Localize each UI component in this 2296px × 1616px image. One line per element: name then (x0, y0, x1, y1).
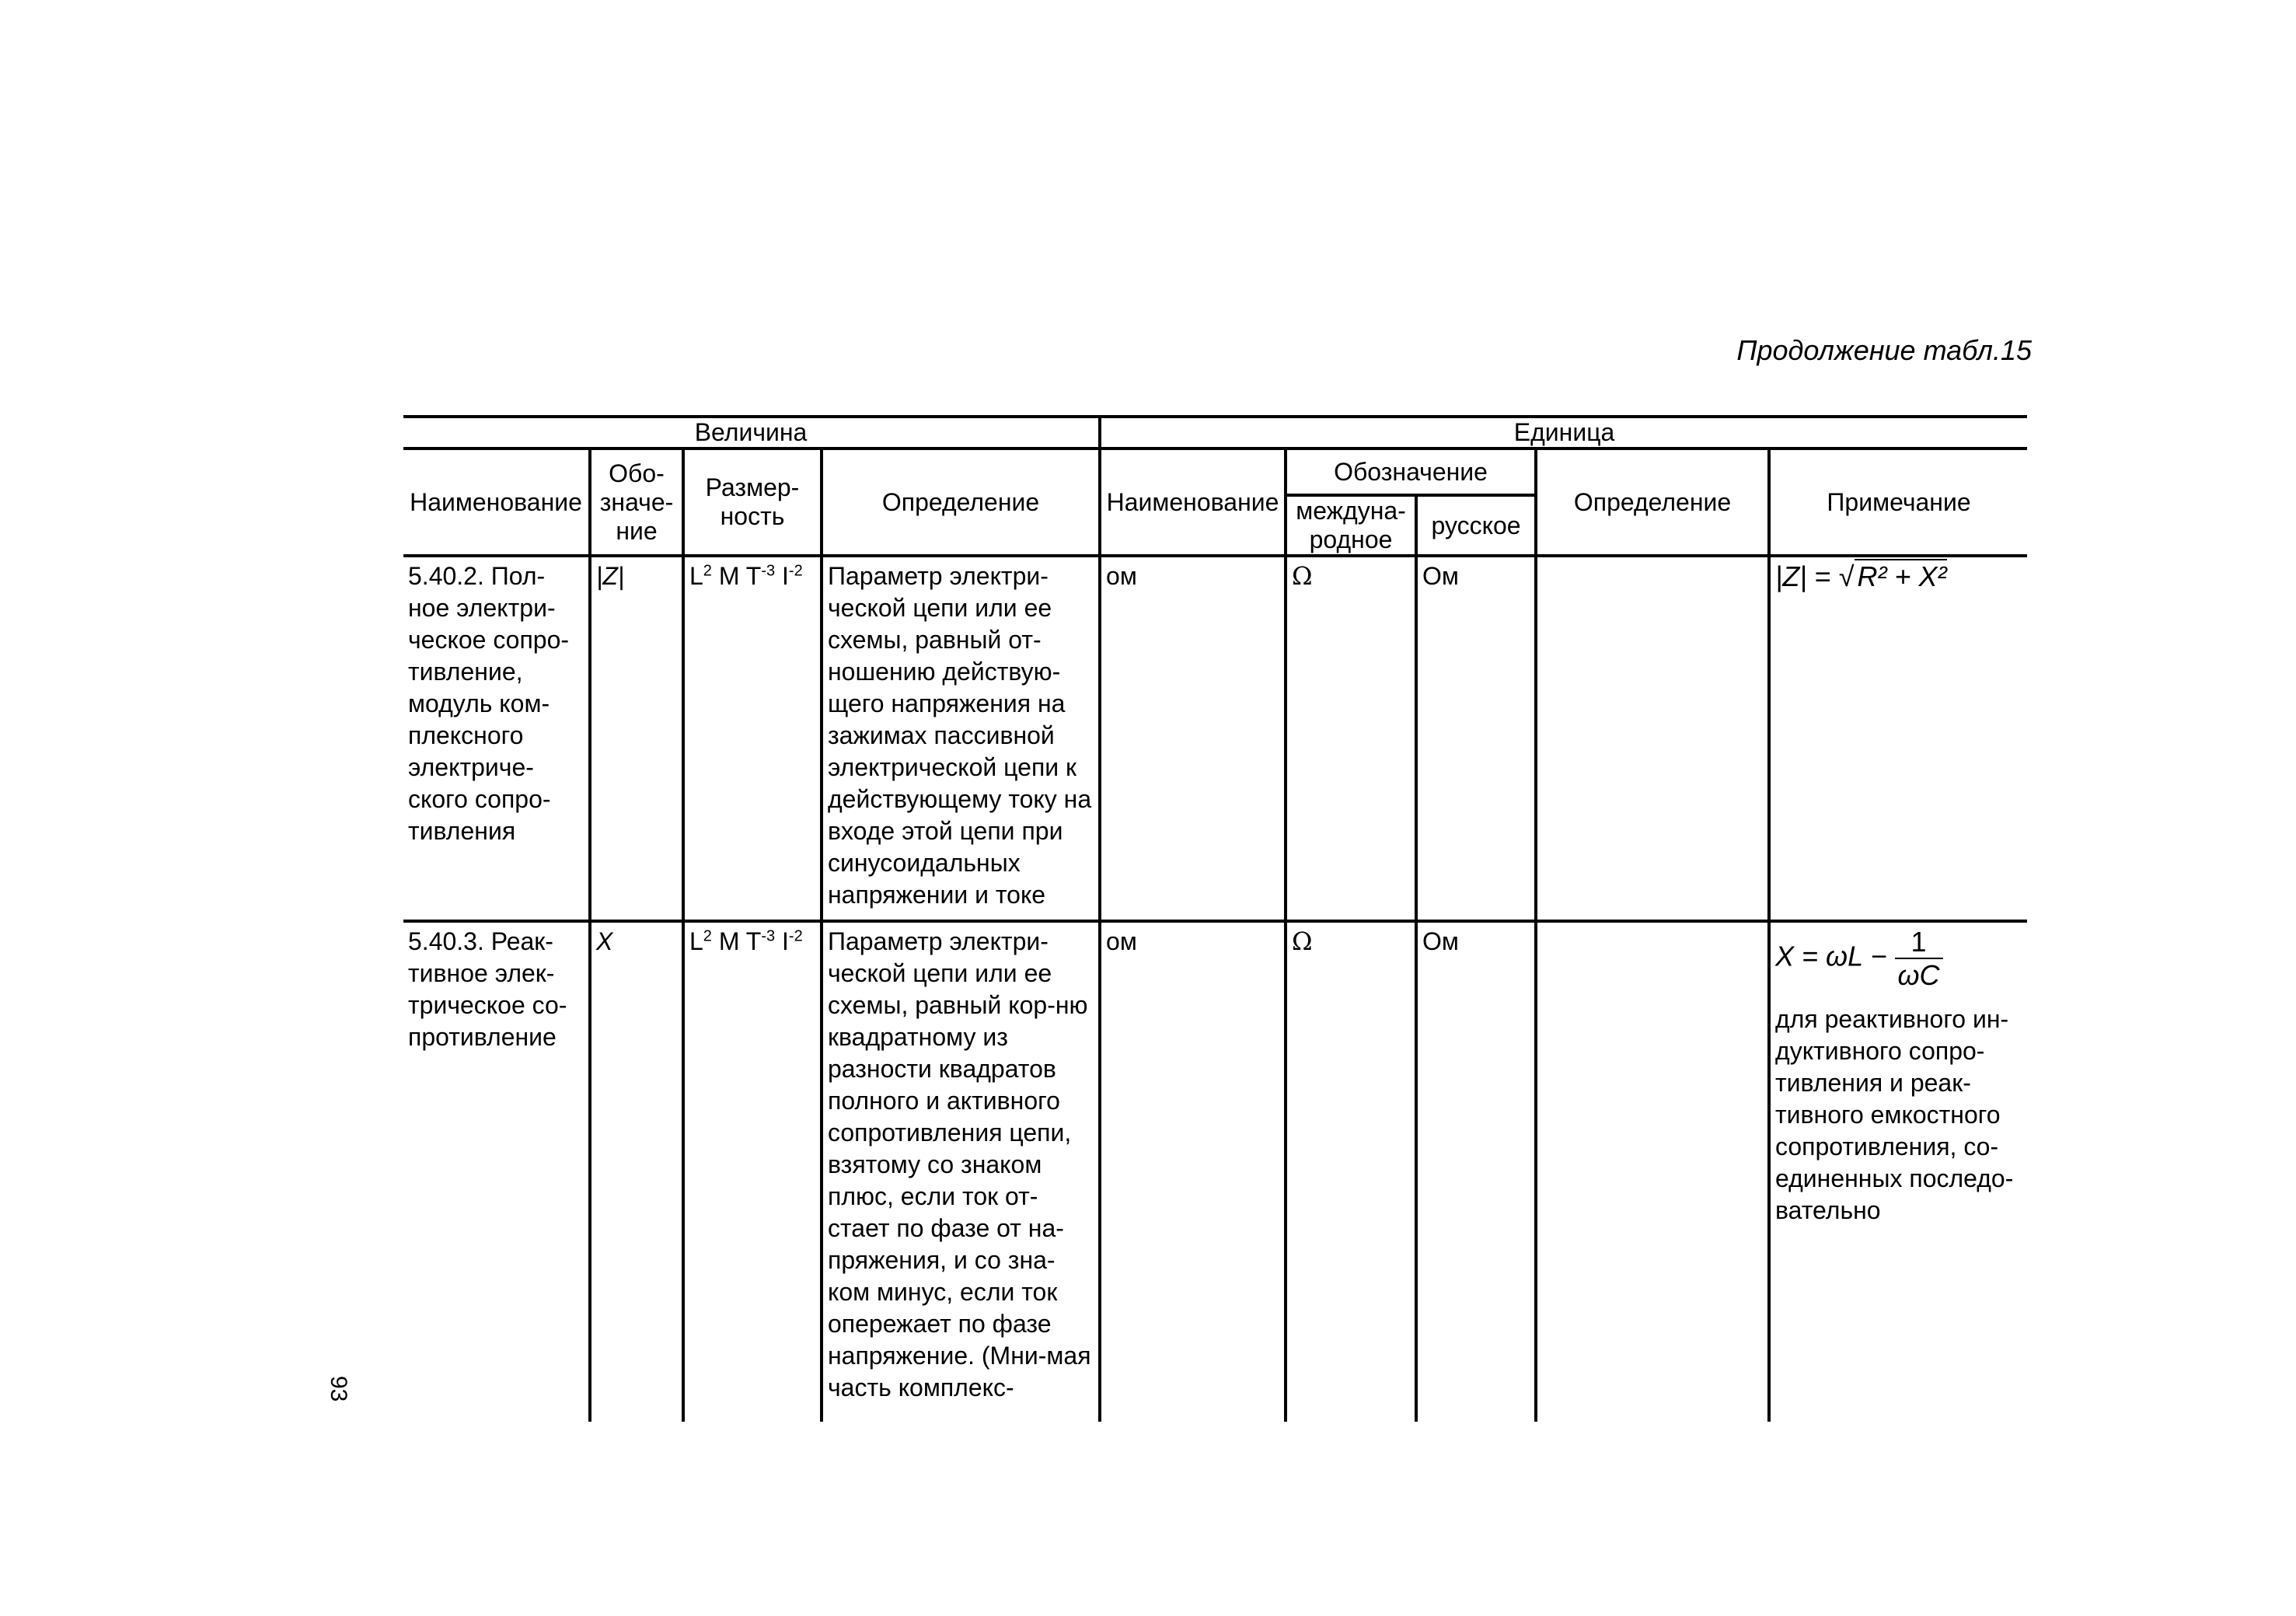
quantity-definition: Параметр электри-ческой цепи или ее схемы, равный от-ношению действую-щего напряжения на зажимах пассивной электрической цепи к действующему току на входе этой цепи при синусоидальных напряжении и токе (822, 556, 1100, 921)
header-definition: Определение (822, 449, 1100, 556)
header-designation: Обо-значе-ние (590, 449, 683, 556)
unit-international: Ω (1286, 921, 1416, 1422)
unit-name: ом (1100, 921, 1286, 1422)
page-number: 93 (326, 1376, 351, 1402)
header-international: междуна-родное (1286, 495, 1416, 556)
quantity-symbol: X (590, 921, 683, 1422)
header-russian: русское (1416, 495, 1536, 556)
header-dimension: Размер-ность (683, 449, 822, 556)
unit-definition (1536, 921, 1769, 1422)
quantity-name: 5.40.3. Реак-тивное элек-трическое со-противление (408, 927, 567, 1051)
note-text: для реактивного ин-дуктивного сопро-тивления и реак-тивного емкостного сопротивления, со-единенных последо-вательно (1775, 1005, 2014, 1224)
quantity-definition: Параметр электри-ческой цепи или ее схемы, равный кор-ню квадратному из разности квадратов полного и активного сопротивления цепи, взятому со знаком плюс, если ток от-стает по фазе от на-пряжения, и со зна-ком минус, если ток опережает по фазе напряжение. (Мни-мая часть комплекс- (822, 921, 1100, 1422)
table-caption: Продолжение табл.15 (1736, 334, 2032, 366)
quantity-symbol: |Z| (590, 556, 683, 921)
header-quantity: Величина (403, 417, 1100, 449)
header-unit-definition: Определение (1536, 449, 1769, 556)
header-unit-designation: Обозначение (1286, 449, 1536, 495)
table-row (403, 556, 2027, 921)
quantity-dimension: $L^2$ M $T^{-3}$ $I^{-2}$ (683, 556, 822, 921)
quantity-dimension: $L^2$ M $T^{-3}$ $I^{-2}$ (683, 921, 822, 1422)
note-formula: X = ωL − $\frac{1}{\omega C}$ (1775, 926, 2022, 991)
unit-name: ом (1100, 556, 1286, 921)
header-name: Наименование (403, 449, 590, 556)
quantity-name: 5.40.2. Пол-ное электри-ческое сопро-тивление, модуль ком-плексного электриче-ского сопро-тивления (403, 556, 590, 921)
note (1769, 921, 2027, 1422)
header-unit-name: Наименование (1100, 449, 1286, 556)
unit-international: Ω (1286, 556, 1416, 921)
unit-russian: Ом (1416, 556, 1536, 921)
header-note: Примечание (1769, 449, 2027, 556)
unit-definition (1536, 556, 1769, 921)
unit-russian: Ом (1416, 921, 1536, 1422)
header-unit: Единица (1100, 417, 2027, 449)
note (1769, 556, 2027, 921)
table-row (403, 921, 2027, 1422)
units-table (403, 415, 2027, 1422)
note-formula: |Z| = √ R² + X² (1775, 560, 1947, 592)
